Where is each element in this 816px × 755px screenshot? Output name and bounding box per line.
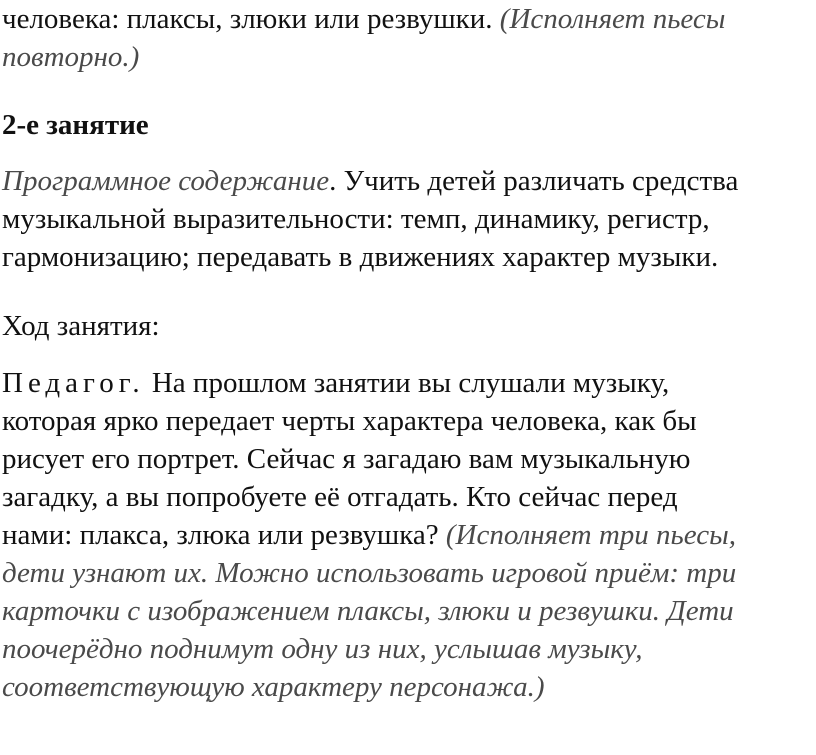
lesson-progress-label: Ход занятия: <box>2 310 160 342</box>
body-text: На прошлом занятии вы слушали музыку, <box>144 367 670 399</box>
stage-direction: соответствующую характеру персонажа.) <box>2 671 545 703</box>
stage-direction: дети узнают их. Можно использовать игровой приём: три <box>2 557 737 589</box>
body-text: гармонизацию; передавать в движениях характер музыки. <box>2 241 719 273</box>
paragraph-line <box>2 364 736 402</box>
body-text: . Учить детей различать средства <box>329 165 739 197</box>
paragraph-line <box>2 516 736 554</box>
stage-direction: повторно.) <box>2 41 140 73</box>
stage-direction: (Исполняет три пьесы, <box>445 519 736 551</box>
body-text: загадку, а вы попробуете её отгадать. Кто сейчас перед <box>2 481 678 513</box>
paragraph-intro-end <box>2 0 725 76</box>
paragraph-program-content <box>2 162 738 276</box>
stage-direction: (Исполняет пьесы <box>499 3 726 35</box>
body-text: музыкальной выразительности: темп, динамику, регистр, <box>2 203 710 235</box>
body-text: которая ярко передает черты характера человека, как бы <box>2 405 697 437</box>
body-text: нами: плакса, злюка или резвушка? <box>2 519 446 551</box>
paragraph-line <box>2 162 738 200</box>
paragraph-line <box>2 0 725 38</box>
program-content-label: Программное содержание <box>2 165 330 197</box>
paragraph-teacher-speech <box>2 364 736 706</box>
speaker-label: Педагог. <box>2 367 145 399</box>
body-text: рисует его портрет. Сейчас я загадаю вам музыкальную <box>2 443 691 475</box>
stage-direction: поочерёдно поднимут одну из них, услышав музыку, <box>2 633 643 665</box>
section-heading: 2-е занятие <box>2 109 149 141</box>
body-text: человека: плаксы, злюки или резвушки. <box>2 3 500 35</box>
stage-direction: карточки с изображением плаксы, злюки и резвушки. Дети <box>2 595 734 627</box>
